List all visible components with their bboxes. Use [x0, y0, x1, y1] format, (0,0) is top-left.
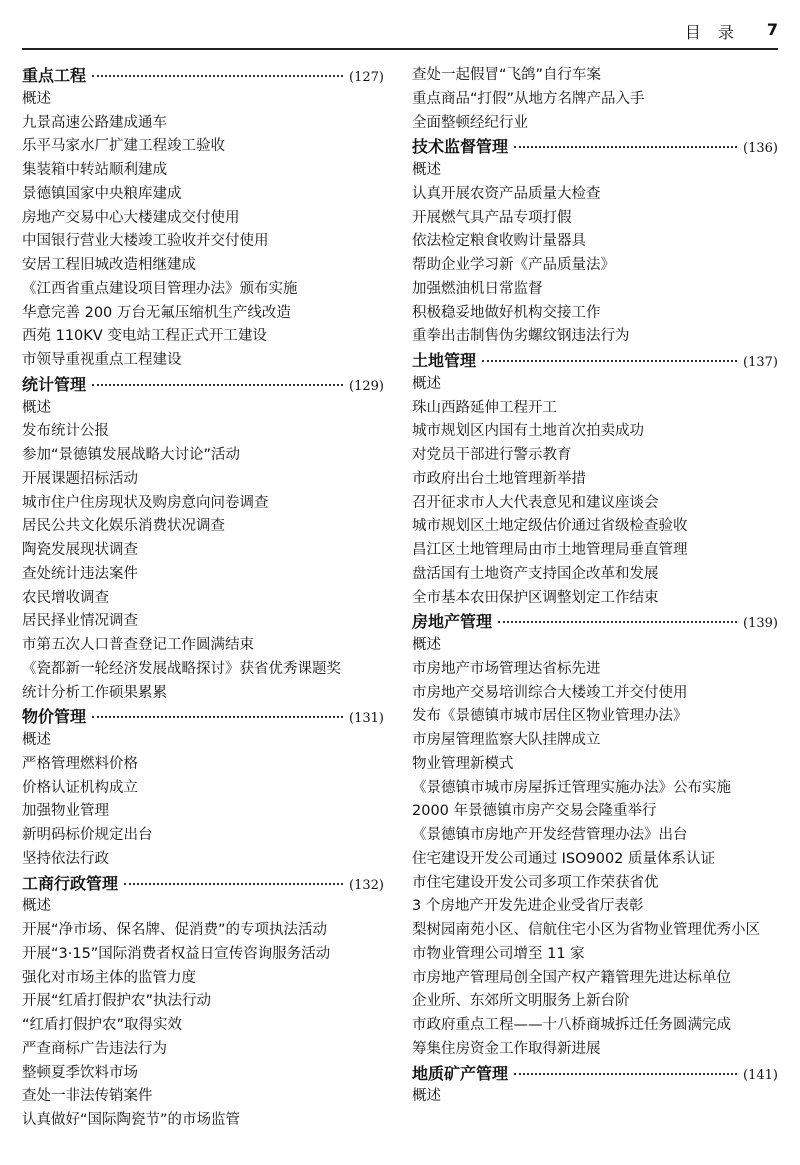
toc-entry[interactable]: 九景高速公路建成通车 — [22, 114, 167, 131]
section-title: 统计管理 — [22, 374, 87, 394]
toc-entry[interactable]: 西苑 110KV 变电站工程正式开工建设 — [22, 328, 267, 345]
section-title: 地质矿产管理 — [412, 1063, 509, 1083]
toc-entry[interactable]: 发布《景德镇市城市居住区物业管理办法》 — [412, 708, 688, 725]
toc-entry[interactable]: 住宅建设开发公司通过 ISO9002 质量体系认证 — [412, 850, 716, 867]
toc-entry[interactable]: 企业所、东郊所文明服务上新台阶 — [412, 993, 630, 1010]
toc-entry[interactable]: 《瓷都新一轮经济发展战略探讨》获省优秀课题奖 — [22, 660, 341, 677]
dot-leader — [92, 384, 343, 386]
toc-entry[interactable]: 2000 年景德镇市房产交易会隆重举行 — [412, 803, 657, 820]
section-page-number: (127) — [349, 70, 384, 85]
section-page-number: (139) — [743, 616, 778, 632]
toc-entry[interactable]: 昌江区土地管理局由市土地管理局垂直管理 — [412, 542, 688, 558]
toc-entry[interactable]: “红盾打假护农”取得实效 — [22, 1017, 183, 1033]
toc-entry[interactable]: 积极稳妥地做好机构交接工作 — [412, 304, 601, 321]
toc-entry[interactable]: 新明码标价规定出台 — [22, 827, 153, 843]
section-title: 重点工程 — [22, 66, 87, 85]
header-page-number: 7 — [766, 20, 778, 39]
toc-section-heading[interactable] — [412, 349, 778, 373]
section-page-number: (137) — [743, 355, 778, 370]
toc-entry[interactable]: 筹集住房资金工作取得新进展 — [412, 1040, 601, 1057]
toc-entry[interactable]: 概述 — [22, 732, 51, 748]
section-page-number: (132) — [349, 877, 384, 893]
toc-entry[interactable]: 查处统计违法案件 — [22, 565, 138, 582]
toc-entry[interactable]: 整顿夏季饮料市场 — [22, 1064, 138, 1081]
toc-entry[interactable]: 全面整顿经纪行业 — [412, 114, 528, 131]
toc-entry[interactable]: 安居工程旧城改造相继建成 — [22, 257, 196, 273]
toc-entry[interactable]: 严格管理燃料价格 — [22, 755, 138, 772]
toc-entry[interactable]: 盘活国有土地资产支持国企改革和发展 — [412, 565, 659, 582]
section-title: 工商行政管理 — [22, 873, 119, 893]
toc-entry[interactable]: 强化对市场主体的监管力度 — [22, 969, 196, 986]
toc-entry[interactable]: 认真开展农资产品质量大检查 — [412, 185, 601, 202]
toc-entry[interactable]: 坚持依法行政 — [22, 850, 109, 867]
toc-entry[interactable]: 开展燃气具产品专项打假 — [412, 209, 572, 226]
toc-entry[interactable]: 价格认证机构成立 — [22, 779, 138, 796]
toc-entry[interactable]: 重拳出击制售伪劣螺纹钢违法行为 — [412, 328, 630, 345]
toc-entry[interactable]: 乐平马家水厂扩建工程竣工验收 — [22, 138, 225, 155]
toc-entry[interactable]: 市房屋管理监察大队挂牌成立 — [412, 732, 601, 748]
toc-entry[interactable]: 参加“景德镇发展战略大讨论”活动 — [22, 447, 241, 463]
dot-leader — [514, 146, 737, 148]
dot-leader — [92, 716, 343, 718]
toc-entry[interactable]: 概述 — [22, 898, 51, 915]
toc-entry[interactable]: 景德镇国家中央粮库建成 — [22, 185, 182, 202]
toc-entry[interactable]: 城市住户住房现状及购房意向问卷调查 — [22, 494, 269, 511]
toc-entry[interactable]: 集装箱中转站顺利建成 — [22, 162, 167, 178]
section-title: 房地产管理 — [412, 612, 493, 632]
running-header — [22, 0, 778, 50]
dot-leader — [92, 75, 343, 77]
toc-entry[interactable]: 开展“3·15”国际消费者权益日宣传咨询服务活动 — [22, 945, 331, 962]
toc-entry[interactable]: 发布统计公报 — [22, 423, 109, 440]
dot-leader — [482, 360, 737, 362]
section-title: 物价管理 — [22, 707, 87, 727]
toc-section-heading[interactable] — [22, 705, 384, 729]
toc-entry[interactable]: 认真做好“国际陶瓷节”的市场监管 — [22, 1112, 241, 1128]
toc-entry[interactable]: 市政府重点工程——十八桥商城拆迁任务圆满完成 — [412, 1017, 731, 1033]
toc-entry[interactable]: 严查商标广告违法行为 — [22, 1040, 167, 1057]
toc-entry[interactable]: 开展“红盾打假护农”执法行动 — [22, 993, 212, 1010]
dot-leader — [498, 621, 737, 623]
toc-entry[interactable]: 居民择业情况调查 — [22, 613, 138, 630]
header-title: 目 录 — [684, 23, 740, 42]
toc-entry[interactable]: 市房地产管理局创全国产权产籍管理先进达标单位 — [412, 969, 731, 986]
dot-leader — [514, 1073, 737, 1075]
toc-entry[interactable]: 居民公共文化娱乐消费状况调查 — [22, 518, 225, 535]
toc-entry[interactable]: 市领导重视重点工程建设 — [22, 352, 182, 368]
toc-entry[interactable]: 全市基本农田保护区调整划定工作结束 — [412, 589, 659, 606]
toc-entry[interactable]: 《景德镇市房地产开发经营管理办法》出台 — [412, 827, 688, 843]
toc-entry[interactable]: 《江西省重点建设项目管理办法》颁布实施 — [22, 280, 298, 297]
toc-entry[interactable]: 开展课题招标活动 — [22, 470, 138, 487]
toc-right-column — [412, 64, 778, 1109]
toc-section-heading[interactable] — [412, 135, 778, 159]
section-page-number: (141) — [743, 1067, 778, 1083]
toc-section-heading[interactable] — [412, 1062, 778, 1086]
toc-entry[interactable]: 市房地产市场管理达省标先进 — [412, 660, 601, 677]
toc-entry[interactable]: 概述 — [22, 90, 51, 107]
section-title: 土地管理 — [412, 351, 477, 370]
toc-entry[interactable]: 开展“净市场、保名牌、促消费”的专项执法活动 — [22, 922, 328, 938]
toc-entry[interactable]: 房地产交易中心大楼建成交付使用 — [22, 209, 240, 226]
toc-entry[interactable]: 3 个房地产开发先进企业受省厅表彰 — [412, 898, 644, 915]
toc-entry[interactable]: 农民增收调查 — [22, 589, 109, 606]
toc-entry[interactable]: 珠山西路延伸工程开工 — [412, 399, 557, 416]
dot-leader — [124, 883, 343, 885]
toc-entry[interactable]: 概述 — [412, 637, 441, 653]
toc-entry[interactable]: 加强物业管理 — [22, 803, 109, 820]
toc-entry[interactable]: 对党员干部进行警示教育 — [412, 447, 572, 463]
toc-entry[interactable]: 城市规划区内国有土地首次拍卖成功 — [412, 423, 644, 440]
toc-section-heading[interactable] — [22, 64, 384, 88]
toc-entry[interactable]: 召开征求市人大代表意见和建议座谈会 — [412, 494, 659, 511]
toc-entry[interactable]: 《景德镇市城市房屋拆迁管理实施办法》公布实施 — [412, 779, 731, 796]
section-page-number: (129) — [349, 378, 384, 394]
toc-entry[interactable]: 市物业管理公司增至 11 家 — [412, 945, 585, 962]
toc-entry[interactable]: 概述 — [412, 375, 441, 392]
toc-entry[interactable]: 统计分析工作硕果累累 — [22, 684, 167, 701]
toc-entry[interactable]: 加强燃油机日常监督 — [412, 280, 543, 297]
toc-entry[interactable]: 华意完善 200 万台无氟压缩机生产线改造 — [22, 304, 291, 321]
toc-entry[interactable]: 查处一非法传销案件 — [22, 1088, 153, 1105]
toc-entry[interactable]: 梨树园南苑小区、信航住宅小区为省物业管理优秀小区 — [412, 922, 760, 938]
toc-entry[interactable]: 市第五次人口普查登记工作圆满结束 — [22, 637, 254, 653]
toc-entry[interactable]: 概述 — [22, 399, 51, 416]
section-page-number: (131) — [349, 711, 384, 727]
toc-entry[interactable]: 物业管理新模式 — [412, 755, 514, 772]
toc-entry[interactable]: 概述 — [412, 162, 441, 178]
toc-entry[interactable]: 依法检定粮食收购计量器具 — [412, 233, 586, 250]
section-page-number: (136) — [743, 141, 778, 157]
toc-entry[interactable]: 市住宅建设开发公司多项工作荣获省优 — [412, 874, 659, 891]
toc-entry[interactable]: 帮助企业学习新《产品质量法》 — [412, 257, 615, 273]
toc-section-heading[interactable] — [22, 872, 384, 896]
toc-entry[interactable]: 市房地产交易培训综合大楼竣工并交付使用 — [412, 684, 688, 701]
toc-entry[interactable]: 重点商品“打假”从地方名牌产品入手 — [412, 90, 645, 107]
toc-entry[interactable]: 陶瓷发展现状调查 — [22, 542, 138, 558]
toc-section-heading[interactable] — [22, 373, 384, 397]
toc-entry[interactable]: 查处一起假冒“飞鸽”自行车案 — [412, 67, 602, 83]
toc-section-heading[interactable] — [412, 610, 778, 634]
toc-entry[interactable]: 中国银行营业大楼竣工验收并交付使用 — [22, 233, 269, 250]
section-title: 技术监督管理 — [412, 137, 509, 157]
toc-entry[interactable]: 市政府出台土地管理新举措 — [412, 470, 586, 487]
toc-entry[interactable]: 城市规划区土地定级估价通过省级检查验收 — [412, 518, 688, 535]
toc-left-column — [22, 64, 384, 1133]
toc-entry[interactable]: 概述 — [412, 1088, 441, 1105]
